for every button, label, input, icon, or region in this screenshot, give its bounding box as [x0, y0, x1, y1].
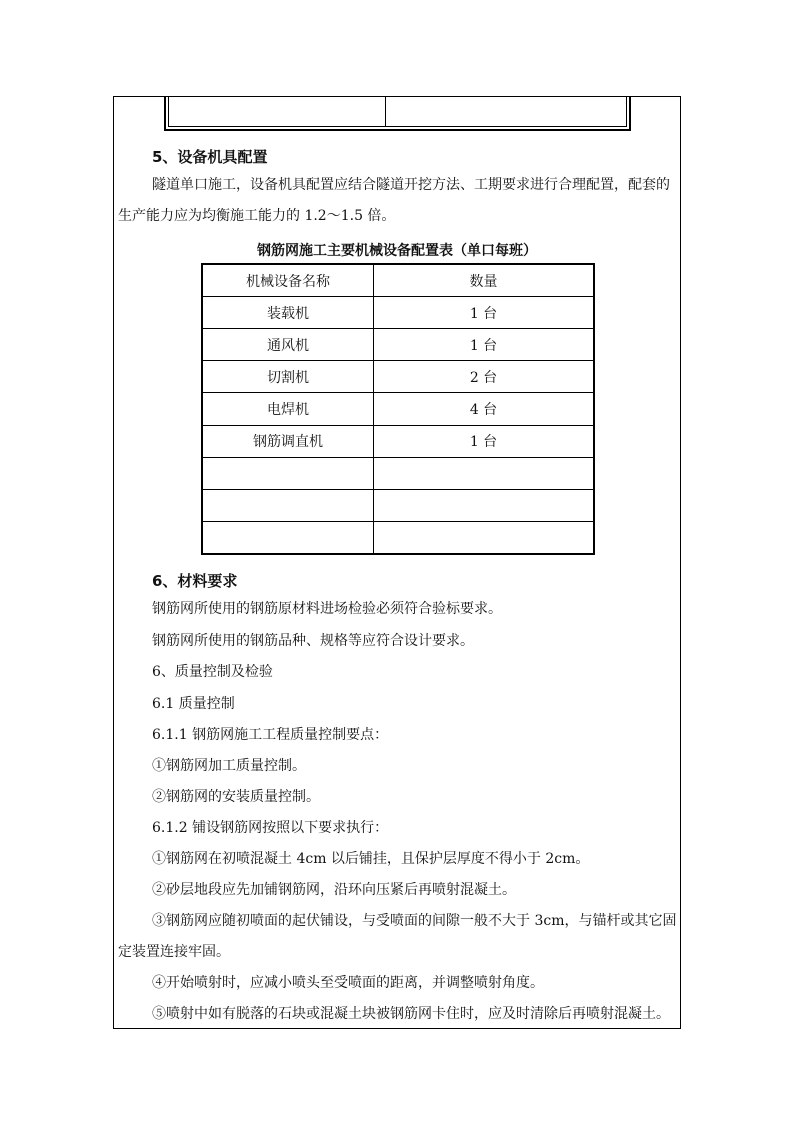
- table-row: [202, 393, 594, 425]
- empty-cell: [374, 521, 595, 554]
- table-row-empty: [202, 521, 594, 554]
- body-line: ⑤喷射中如有脱落的石块或混凝土块被钢筋网卡住时，应及时清除后再喷射混凝土。: [152, 1006, 670, 1022]
- empty-cell: [202, 489, 374, 521]
- empty-cell: [374, 489, 595, 521]
- table-row: [202, 425, 594, 457]
- quantity-cell: 2 台: [374, 361, 595, 393]
- section-5-para-line-2: 生产能力应为均衡施工能力的 1.2～1.5 倍。: [118, 208, 396, 224]
- equipment-name-cell: 电焊机: [202, 393, 374, 425]
- header-equipment-name: 机械设备名称: [202, 264, 374, 297]
- body-line: 钢筋网所使用的钢筋原材料进场检验必须符合验标要求。: [152, 601, 502, 617]
- table-row-empty: [202, 489, 594, 521]
- table-row: [202, 329, 594, 361]
- equipment-table: [201, 263, 595, 555]
- table-row: [202, 361, 594, 393]
- quantity-cell: 1 台: [374, 297, 595, 329]
- top-table-fragment: [164, 96, 631, 131]
- top-table-inner: [168, 96, 627, 127]
- equipment-name-cell: 通风机: [202, 329, 374, 361]
- quantity-cell: 1 台: [374, 425, 595, 457]
- table-row-empty: [202, 457, 594, 489]
- quantity-cell: 1 台: [374, 329, 595, 361]
- body-line: 定装置连接牢固。: [118, 944, 230, 960]
- equipment-name-cell: 钢筋调直机: [202, 425, 374, 457]
- body-line: 6.1 质量控制: [152, 696, 235, 712]
- section-5-heading: 5、设备机具配置: [152, 148, 268, 166]
- header-quantity: 数量: [374, 264, 595, 297]
- equipment-name-cell: 装载机: [202, 297, 374, 329]
- body-line: 6.1.2 铺设钢筋网按照以下要求执行：: [152, 820, 389, 836]
- equipment-name-cell: 切割机: [202, 361, 374, 393]
- table-header-row: [202, 264, 594, 297]
- body-line: ④开始喷射时，应减小喷头至受喷面的距离，并调整喷射角度。: [152, 975, 544, 991]
- body-line: ①钢筋网加工质量控制。: [152, 758, 306, 774]
- equipment-table-title: 钢筋网施工主要机械设备配置表（单口每班）: [257, 243, 537, 259]
- table-row: [202, 297, 594, 329]
- body-line: 6、质量控制及检验: [152, 664, 273, 680]
- body-line: 钢筋网所使用的钢筋品种、规格等应符合设计要求。: [152, 633, 474, 649]
- body-line: ②钢筋网的安装质量控制。: [152, 789, 320, 805]
- body-line: 6.1.1 钢筋网施工工程质量控制要点：: [152, 727, 389, 743]
- body-line: ③钢筋网应随初喷面的起伏铺设，与受喷面的间隙一般不大于 3cm，与锚杆或其它固: [152, 913, 677, 929]
- body-line: ①钢筋网在初喷混凝土 4cm 以后铺挂，且保护层厚度不得小于 2cm。: [152, 851, 590, 867]
- empty-cell: [202, 521, 374, 554]
- section-6-heading: 6、材料要求: [152, 572, 238, 590]
- body-line: ②砂层地段应先加铺钢筋网，沿环向压紧后再喷射混凝土。: [152, 882, 516, 898]
- section-5-para-line-1: 隧道单口施工，设备机具配置应结合隧道开挖方法、工期要求进行合理配置，配套的: [152, 177, 670, 193]
- quantity-cell: 4 台: [374, 393, 595, 425]
- top-table-divider: [385, 96, 386, 126]
- empty-cell: [374, 457, 595, 489]
- empty-cell: [202, 457, 374, 489]
